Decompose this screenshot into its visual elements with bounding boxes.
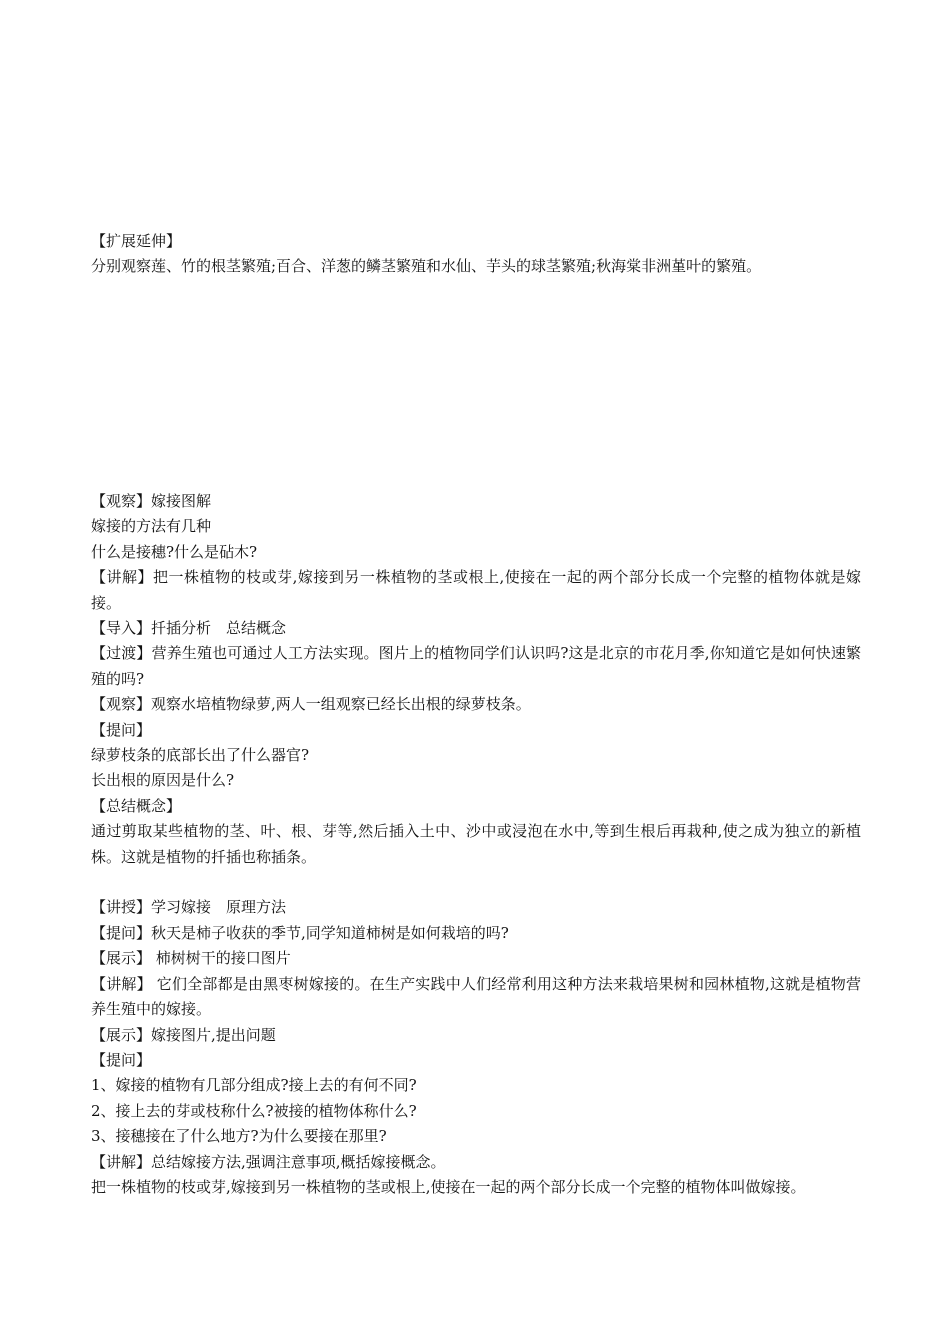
grafting-summary: 【讲解】总结嫁接方法,强调注意事项,概括嫁接概念。 (91, 1152, 446, 1171)
question-item-1: 1、嫁接的植物有几部分组成?接上去的有何不同? (91, 1076, 417, 1095)
persimmon-explanation: 【讲解】 它们全部都是由黑枣树嫁接的。在生产实践中人们经常利用这种方法来栽培果树和园林植物,这就是植物营养生殖中的嫁接。 (91, 974, 861, 1019)
question-heading-2: 【提问】 (91, 1050, 152, 1069)
question-item-2: 2、接上去的芽或枝称什么?被接的植物体称什么? (91, 1101, 417, 1120)
extension-heading: 【扩展延伸】 (91, 232, 182, 250)
question-item-3: 3、接穗接在了什么地方?为什么要接在那里? (91, 1127, 387, 1146)
extension-text: 分别观察莲、竹的根茎繁殖;百合、洋葱的鳞茎繁殖和水仙、芋头的球茎繁殖;秋海棠非洲堇叶的繁殖。 (91, 257, 762, 276)
observe-pothos: 【观察】观察水培植物绿萝,两人一组观察已经长出根的绿萝枝条。 (91, 695, 531, 714)
grafting-methods-question: 嫁接的方法有几种 (91, 517, 212, 536)
scion-rootstock-question: 什么是接穗?什么是砧木? (91, 542, 258, 561)
summary-heading: 【总结概念】 (91, 796, 182, 815)
cutting-intro: 【导入】扦插分析 总结概念 (91, 619, 287, 638)
lesson-section (91, 489, 861, 1200)
grafting-lesson-heading: 【讲授】学习嫁接 原理方法 (91, 898, 287, 917)
grafting-definition: 把一株植物的枝或芽,嫁接到另一株植物的茎或根上,使接在一起的两个部分长成一个完整的植物体叫做嫁接。 (91, 1177, 806, 1196)
pothos-organ-question: 绿萝枝条的底部长出了什么器官? (91, 746, 310, 765)
extension-section (91, 229, 861, 280)
persimmon-question: 【提问】秋天是柿子收获的季节,同学知道柿树是如何栽培的吗? (91, 923, 509, 942)
observe-grafting-diagram: 【观察】嫁接图解 (91, 492, 212, 510)
root-reason-question: 长出根的原因是什么? (91, 771, 235, 790)
transition-paragraph: 【过渡】营养生殖也可通过人工方法实现。图片上的植物同学们认识吗?这是北京的市花月季,你知道它是如何快速繁殖的吗? (91, 644, 861, 688)
question-heading: 【提问】 (91, 720, 152, 739)
paragraph-gap (91, 870, 861, 895)
grafting-explanation: 【讲解】把一株植物的枝或芽,嫁接到另一株植物的茎或根上,使接在一起的两个部分长成一个完整的植物体就是嫁接。 (91, 568, 861, 612)
persimmon-show: 【展示】 柿树树干的接口图片 (91, 949, 291, 968)
grafting-pictures-show: 【展示】嫁接图片,提出问题 (91, 1025, 276, 1044)
cutting-definition: 通过剪取某些植物的茎、叶、根、芽等,然后插入土中、沙中或浸泡在水中,等到生根后再栽种,使之成为独立的新植株。这就是植物的扦插也称插条。 (91, 822, 861, 866)
